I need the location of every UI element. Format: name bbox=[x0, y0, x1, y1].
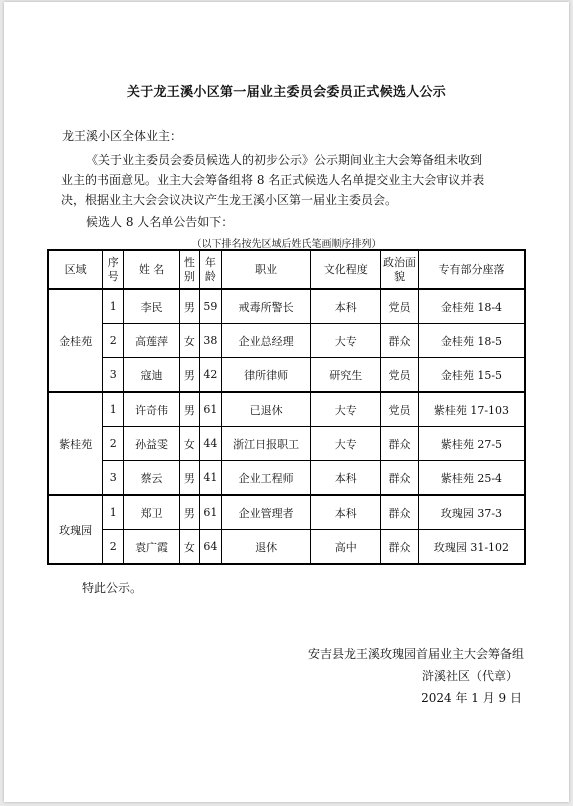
seq-cell: 2 bbox=[103, 324, 124, 358]
header-gender: 性别 bbox=[179, 250, 199, 289]
seq-cell: 1 bbox=[103, 495, 124, 530]
age-cell: 61 bbox=[199, 392, 221, 427]
table-row bbox=[48, 358, 525, 393]
seq-cell: 2 bbox=[103, 530, 124, 565]
age-cell: 41 bbox=[199, 461, 221, 496]
page-title: 关于龙王溪小区第一届业主委员会委员正式候选人公示 bbox=[126, 85, 447, 100]
header-education: 文化程度 bbox=[311, 250, 381, 289]
seq-cell: 3 bbox=[103, 461, 124, 496]
occupation-cell: 退休 bbox=[221, 530, 311, 565]
unit-cell: 玫瑰园 31-102 bbox=[418, 530, 525, 565]
body-line-3: 决，根据业主大会会议决议产生龙王溪小区第一届业主委员会。 bbox=[61, 193, 398, 207]
unit-cell: 紫桂苑 25-4 bbox=[418, 461, 525, 496]
age-cell: 59 bbox=[199, 289, 221, 324]
table-row bbox=[48, 495, 525, 530]
body-line-2: 业主的书面意见。业主大会筹备组将 8 名正式候选人名单提交业主大会审议并表 bbox=[61, 173, 485, 187]
sort-note: （以下排名按先区域后姓氏笔画顺序排列） bbox=[191, 239, 382, 250]
education-cell: 本科 bbox=[311, 495, 381, 530]
age-cell: 61 bbox=[199, 495, 221, 530]
candidates-line: 候选人 8 人名单公告如下： bbox=[86, 215, 234, 229]
table-row bbox=[48, 427, 525, 461]
politics-cell: 党员 bbox=[381, 392, 419, 427]
document-page bbox=[4, 2, 569, 802]
table-row bbox=[48, 530, 525, 565]
salutation: 龙王溪小区全体业主： bbox=[62, 129, 183, 143]
gender-cell: 男 bbox=[179, 392, 199, 427]
occupation-cell: 已退休 bbox=[221, 392, 311, 427]
politics-cell: 群众 bbox=[381, 324, 419, 358]
occupation-cell: 企业总经理 bbox=[221, 324, 311, 358]
gender-cell: 女 bbox=[179, 324, 199, 358]
unit-cell: 玫瑰园 37-3 bbox=[418, 495, 525, 530]
age-cell: 42 bbox=[199, 358, 221, 393]
header-politics: 政治面貌 bbox=[381, 250, 419, 289]
seq-cell: 3 bbox=[103, 358, 124, 393]
gender-cell: 男 bbox=[179, 495, 199, 530]
education-cell: 研究生 bbox=[311, 358, 381, 393]
education-cell: 本科 bbox=[311, 289, 381, 324]
occupation-cell: 律所律师 bbox=[221, 358, 311, 393]
unit-cell: 金桂苑 15-5 bbox=[418, 358, 525, 393]
seq-cell: 2 bbox=[103, 427, 124, 461]
header-seq: 序号 bbox=[103, 250, 124, 289]
gender-cell: 男 bbox=[179, 358, 199, 393]
seq-cell: 1 bbox=[103, 392, 124, 427]
education-cell: 高中 bbox=[311, 530, 381, 565]
name-cell: 袁广霞 bbox=[124, 530, 180, 565]
table-header-row bbox=[48, 250, 525, 289]
name-cell: 李民 bbox=[124, 289, 180, 324]
region-cell: 金桂苑 bbox=[48, 289, 103, 392]
body-line-1: 《关于业主委员会委员候选人的初步公示》公示期间业主大会筹备组未收到 bbox=[86, 153, 483, 167]
table-row bbox=[48, 392, 525, 427]
header-region: 区域 bbox=[48, 250, 103, 289]
header-age: 年龄 bbox=[199, 250, 221, 289]
header-name: 姓 名 bbox=[124, 250, 180, 289]
signature-community: 浒溪社区（代章） bbox=[421, 669, 518, 683]
politics-cell: 群众 bbox=[381, 530, 419, 565]
politics-cell: 群众 bbox=[381, 461, 419, 496]
occupation-cell: 企业工程师 bbox=[221, 461, 311, 496]
politics-cell: 党员 bbox=[381, 358, 419, 393]
region-cell: 紫桂苑 bbox=[48, 392, 103, 495]
name-cell: 蔡云 bbox=[124, 461, 180, 496]
name-cell: 寇迪 bbox=[124, 358, 180, 393]
name-cell: 孙益雯 bbox=[124, 427, 180, 461]
politics-cell: 群众 bbox=[381, 427, 419, 461]
signature-date: 2024 年 1 月 9 日 bbox=[421, 691, 522, 705]
education-cell: 大专 bbox=[311, 392, 381, 427]
age-cell: 38 bbox=[199, 324, 221, 358]
table-row bbox=[48, 289, 525, 324]
education-cell: 大专 bbox=[311, 427, 381, 461]
gender-cell: 男 bbox=[179, 461, 199, 496]
seq-cell: 1 bbox=[103, 289, 124, 324]
unit-cell: 金桂苑 18-4 bbox=[418, 289, 525, 324]
name-cell: 高莲萍 bbox=[124, 324, 180, 358]
header-unit: 专有部分座落 bbox=[418, 250, 525, 289]
gender-cell: 男 bbox=[179, 289, 199, 324]
region-cell: 玫瑰园 bbox=[48, 495, 103, 564]
header-occupation: 职业 bbox=[221, 250, 311, 289]
signature-org: 安吉县龙王溪玫瑰园首届业主大会筹备组 bbox=[307, 647, 524, 661]
education-cell: 本科 bbox=[311, 461, 381, 496]
education-cell: 大专 bbox=[311, 324, 381, 358]
occupation-cell: 浙江日报职工 bbox=[221, 427, 311, 461]
occupation-cell: 企业管理者 bbox=[221, 495, 311, 530]
table-row bbox=[48, 461, 525, 496]
unit-cell: 金桂苑 18-5 bbox=[418, 324, 525, 358]
age-cell: 44 bbox=[199, 427, 221, 461]
unit-cell: 紫桂苑 17-103 bbox=[418, 392, 525, 427]
candidate-table bbox=[47, 249, 526, 565]
name-cell: 许奇伟 bbox=[124, 392, 180, 427]
gender-cell: 女 bbox=[179, 427, 199, 461]
age-cell: 64 bbox=[199, 530, 221, 565]
table-row bbox=[48, 324, 525, 358]
politics-cell: 党员 bbox=[381, 289, 419, 324]
unit-cell: 紫桂苑 27-5 bbox=[418, 427, 525, 461]
politics-cell: 群众 bbox=[381, 495, 419, 530]
closing-text: 特此公示。 bbox=[82, 581, 143, 595]
name-cell: 郑卫 bbox=[124, 495, 180, 530]
occupation-cell: 戒毒所警长 bbox=[221, 289, 311, 324]
gender-cell: 女 bbox=[179, 530, 199, 565]
